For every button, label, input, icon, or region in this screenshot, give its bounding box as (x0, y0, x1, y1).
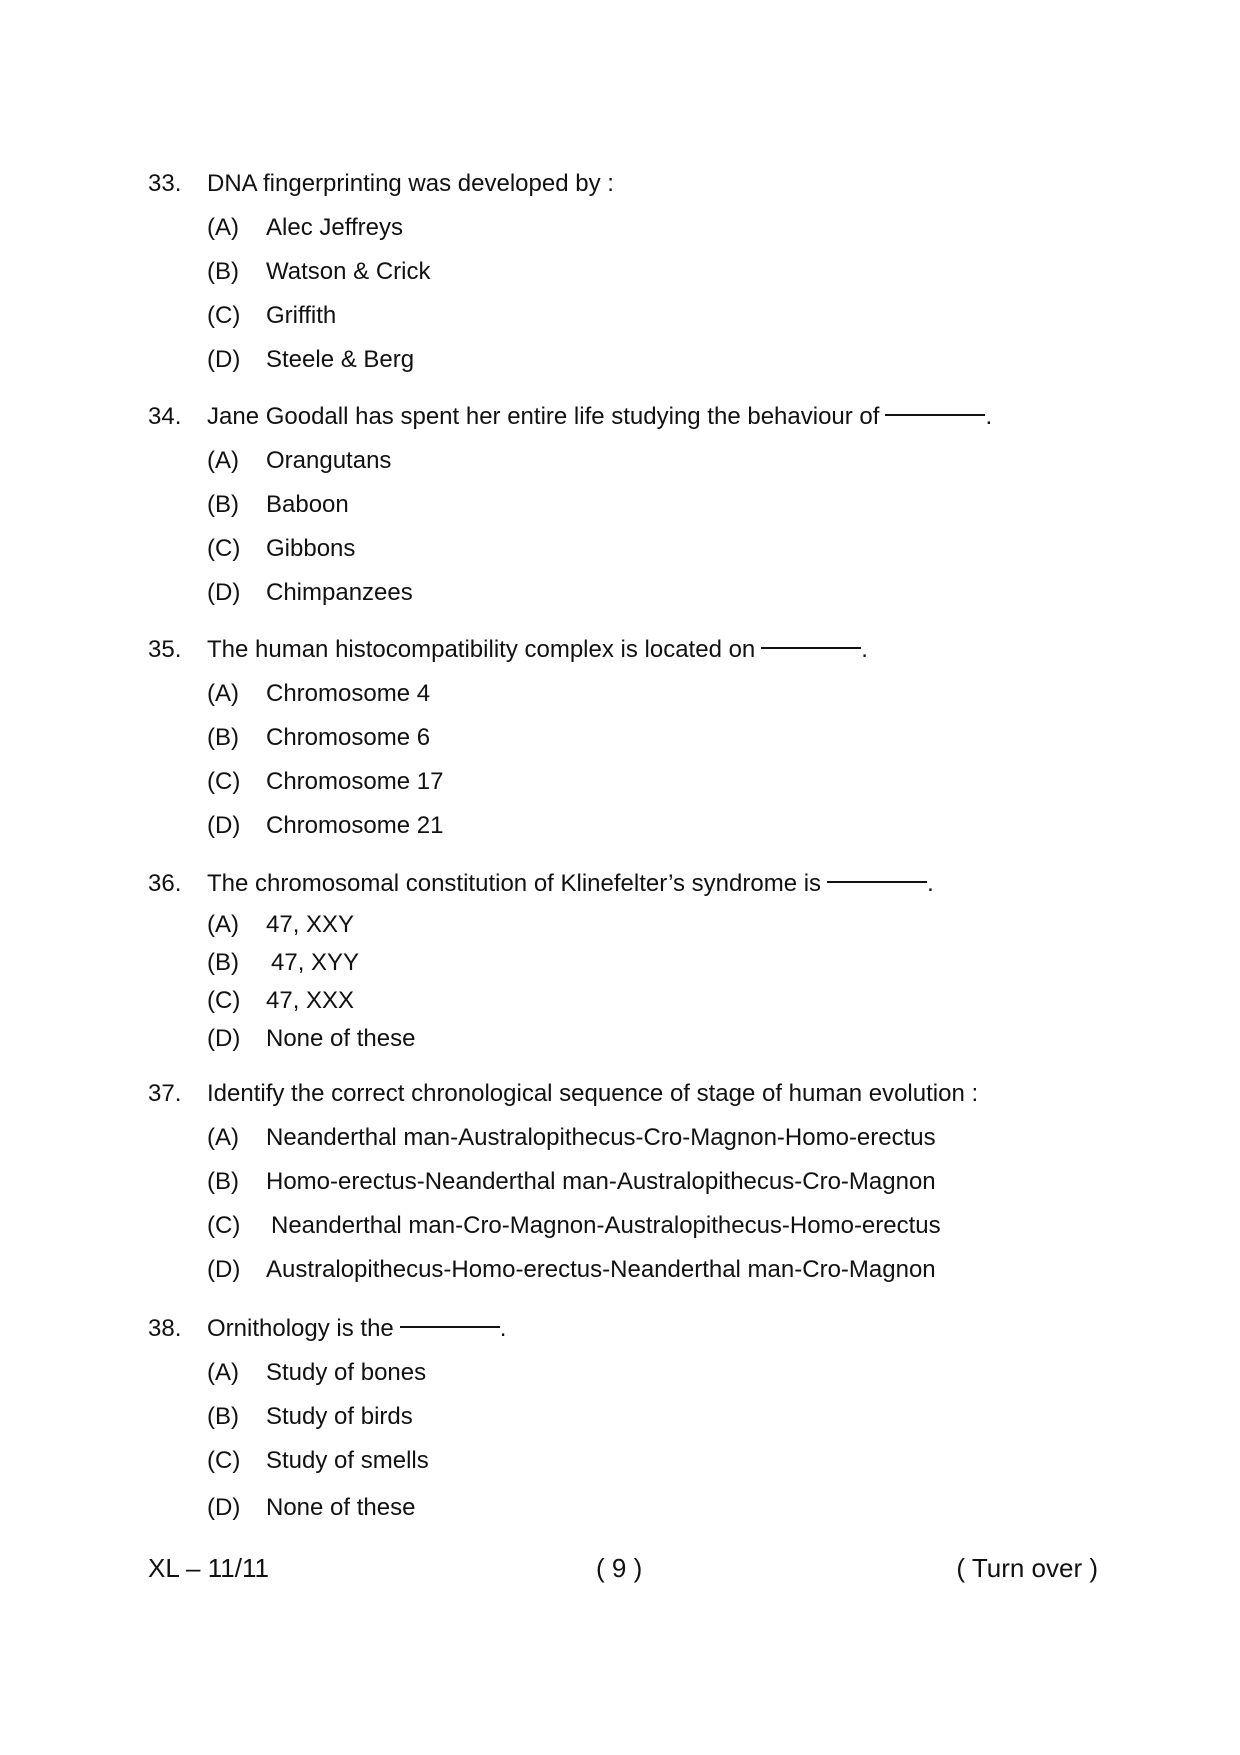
question-number: 35. (148, 636, 182, 663)
question-text: Identify the correct chronological sequence of stage of human evolution : (207, 1080, 979, 1107)
option-b (207, 250, 1108, 294)
question-number: 37. (148, 1080, 182, 1107)
option-label: (B) (207, 1168, 239, 1195)
option-label: (A) (207, 911, 239, 938)
question-number: 33. (148, 170, 182, 197)
option-b (207, 716, 1108, 760)
option-text: Steele & Berg (266, 346, 415, 373)
option-label: (B) (207, 724, 239, 751)
question-text: The human histocompatibility complex is located on (207, 636, 756, 663)
option-label: (D) (207, 812, 241, 839)
option-b (207, 483, 1108, 527)
option-label: (A) (207, 214, 239, 241)
option-label: (D) (207, 579, 241, 606)
option-label: (A) (207, 447, 239, 474)
sentence-end: . (499, 1315, 507, 1342)
option-label: (C) (207, 987, 241, 1014)
question-stem (148, 395, 1108, 439)
option-text: 47, XXY (266, 911, 355, 938)
option-label: (C) (207, 1447, 241, 1474)
option-label: (C) (207, 302, 241, 329)
options-list (148, 1351, 1108, 1530)
option-text: Baboon (266, 491, 349, 518)
option-b (207, 1395, 1108, 1439)
sentence-end: . (927, 870, 934, 897)
answer-blank (761, 647, 861, 649)
answer-blank (885, 414, 985, 416)
option-text: Orangutans (266, 447, 392, 474)
question-37 (148, 1072, 1108, 1292)
turn-over-note: ( Turn over ) (956, 1553, 1098, 1583)
option-a (207, 1351, 1108, 1395)
options-list (148, 672, 1108, 848)
option-text: 47, XXX (266, 987, 355, 1014)
option-text: Study of birds (266, 1403, 413, 1430)
option-d (207, 1020, 1108, 1058)
question-number: 38. (148, 1315, 182, 1342)
question-36 (148, 862, 1108, 1058)
options-list (148, 1116, 1108, 1292)
option-a (207, 672, 1108, 716)
option-a (207, 206, 1108, 250)
option-label: (D) (207, 1494, 241, 1521)
option-d (207, 571, 1108, 615)
question-stem (148, 162, 1108, 206)
option-label: (D) (207, 1025, 241, 1052)
option-b (207, 944, 1108, 982)
option-text: None of these (266, 1494, 416, 1521)
option-label: (B) (207, 491, 239, 518)
option-label: (B) (207, 258, 239, 285)
option-label: (C) (207, 768, 241, 795)
question-stem (148, 628, 1108, 672)
sentence-end: . (985, 403, 993, 430)
option-a (207, 1116, 1108, 1160)
option-label: (B) (207, 1403, 239, 1430)
question-number: 36. (148, 870, 182, 897)
question-38 (148, 1307, 1108, 1530)
option-b (207, 1160, 1108, 1204)
option-label: (C) (207, 1212, 241, 1239)
question-stem (148, 1307, 1108, 1351)
question-34 (148, 395, 1108, 615)
option-text: Study of bones (266, 1359, 427, 1386)
option-label: (D) (207, 1256, 241, 1283)
option-text: Neanderthal man-Australopithecus-Cro-Magnon-Homo-erectus (266, 1124, 936, 1151)
option-c (207, 1204, 1108, 1248)
option-d (207, 338, 1108, 382)
option-text: Chromosome 21 (266, 812, 444, 839)
option-d (207, 1486, 1108, 1530)
question-35 (148, 628, 1108, 848)
option-text: Alec Jeffreys (266, 214, 403, 241)
option-text: Homo-erectus-Neanderthal man-Australopithecus-Cro-Magnon (266, 1168, 936, 1195)
options-list (148, 439, 1108, 615)
options-list (148, 206, 1108, 382)
option-c (207, 982, 1108, 1020)
option-label: (A) (207, 1124, 239, 1151)
question-text: The chromosomal constitution of Klinefelter’s syndrome is (207, 870, 822, 897)
question-number: 34. (148, 403, 182, 430)
option-text: Neanderthal man-Cro-Magnon-Australopithecus-Homo-erectus (271, 1212, 941, 1239)
option-text: 47, XYY (271, 949, 360, 976)
question-text: DNA fingerprinting was developed by : (207, 170, 614, 197)
option-label: (B) (207, 949, 239, 976)
option-text: Watson & Crick (266, 258, 431, 285)
page-number: ( 9 ) (596, 1553, 643, 1583)
option-c (207, 760, 1108, 804)
answer-blank (827, 881, 927, 883)
option-text: Australopithecus-Homo-erectus-Neanderthal man-Cro-Magnon (266, 1256, 936, 1283)
question-33 (148, 162, 1108, 382)
option-text: Gibbons (266, 535, 356, 562)
page-footer (148, 1548, 1098, 1588)
options-list (148, 906, 1108, 1058)
question-stem (148, 1072, 1108, 1116)
question-text: Jane Goodall has spent her entire life studying the behaviour of (207, 403, 880, 430)
question-stem (148, 862, 1108, 906)
option-a (207, 439, 1108, 483)
option-label: (C) (207, 535, 241, 562)
option-text: Chromosome 17 (266, 768, 444, 795)
option-a (207, 906, 1108, 944)
option-text: Griffith (266, 302, 337, 329)
option-d (207, 1248, 1108, 1292)
option-text: Chromosome 6 (266, 724, 431, 751)
question-text: Ornithology is the (207, 1315, 394, 1342)
option-text: Chromosome 4 (266, 680, 431, 707)
option-d (207, 804, 1108, 848)
option-label: (A) (207, 680, 239, 707)
option-c (207, 527, 1108, 571)
answer-blank (400, 1326, 500, 1328)
option-label: (A) (207, 1359, 239, 1386)
option-text: Study of smells (266, 1447, 429, 1474)
paper-code: XL – 11/11 (148, 1553, 269, 1583)
option-text: Chimpanzees (266, 579, 413, 606)
option-text: None of these (266, 1025, 416, 1052)
option-c (207, 1439, 1108, 1483)
option-label: (D) (207, 346, 241, 373)
sentence-end: . (861, 636, 868, 663)
option-c (207, 294, 1108, 338)
